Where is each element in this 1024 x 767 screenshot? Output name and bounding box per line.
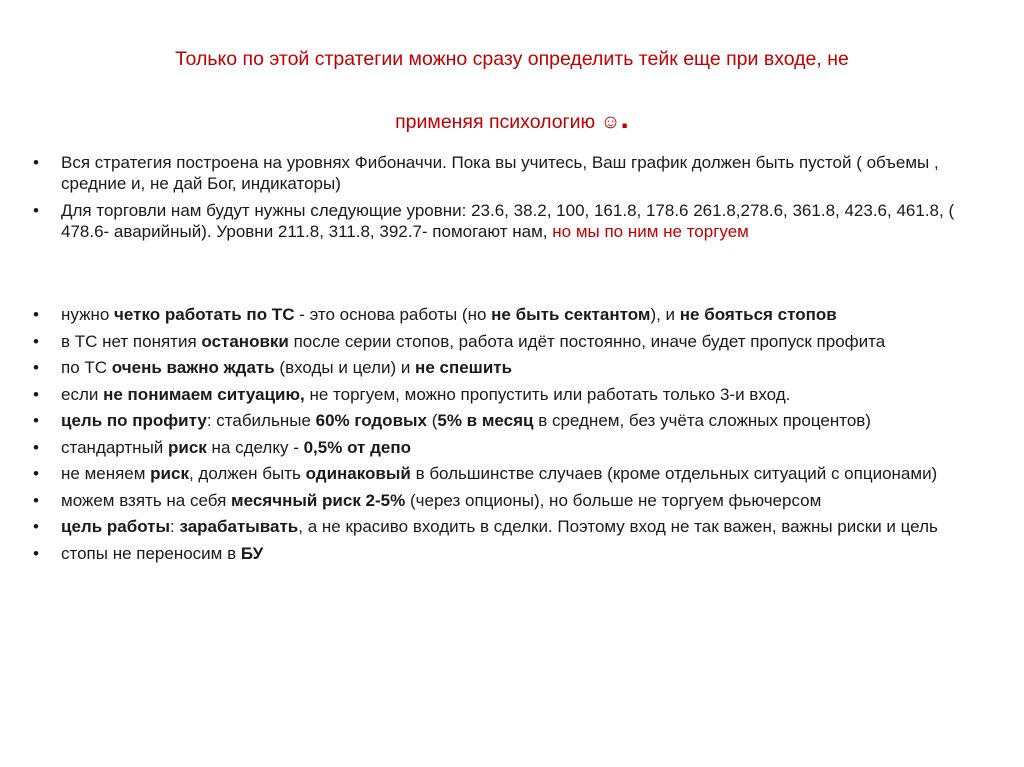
list-item: [30, 304, 990, 325]
list-item: [30, 384, 990, 405]
item-text: (через опционы), но больше не торгуем фьючерсом: [405, 490, 822, 510]
bullet-icon: •: [33, 305, 39, 324]
list-item: [30, 152, 990, 194]
bullet-icon: •: [33, 331, 39, 351]
bold-text: БУ: [240, 543, 264, 563]
bold-text: 0,5% от депо: [303, 437, 411, 457]
slide-title: [60, 44, 964, 137]
item-text: стопы не переносим в: [61, 543, 241, 563]
item-text: в среднем, без учёта сложных процентов): [533, 411, 871, 430]
list-item: [30, 357, 990, 378]
bullet-icon: •: [33, 358, 39, 377]
bullet-icon: •: [33, 490, 39, 510]
bold-text: очень важно ждать: [111, 358, 275, 377]
item-text: ), и: [650, 305, 680, 324]
bold-text: риск: [150, 464, 189, 483]
bullet-icon: •: [33, 543, 39, 563]
bold-text: 5% в месяц: [437, 411, 534, 430]
item-text: : стабильные: [206, 411, 316, 430]
bold-text: четко работать по ТС: [114, 305, 295, 324]
list-item: [30, 490, 990, 511]
list-item: [30, 331, 990, 352]
item-text: на сделку -: [206, 437, 304, 457]
bullet-icon: •: [33, 517, 39, 536]
list-item: [30, 410, 990, 431]
title-line-1: Только по этой стратегии можно сразу определить тейк еще при входе, не: [175, 48, 849, 70]
bold-text: одинаковый: [305, 464, 411, 483]
bold-text: зарабатывать: [179, 517, 299, 536]
bold-text: остановки: [201, 331, 289, 351]
bullet-icon: •: [33, 437, 39, 457]
bullet-icon: •: [33, 464, 39, 483]
item-text: (входы и цели) и: [274, 358, 416, 377]
list-item: [30, 543, 990, 564]
bold-text: риск: [168, 437, 207, 457]
item-text: в ТС нет понятия: [61, 331, 202, 351]
bold-text: цель работы: [61, 517, 171, 536]
title-line-2: [60, 104, 964, 137]
bold-text: не бояться стопов: [679, 305, 837, 324]
item-text: стандартный: [61, 437, 169, 457]
bold-text: цель по профиту: [61, 411, 207, 430]
bullet-icon: •: [33, 200, 39, 220]
bullet-icon: •: [33, 411, 39, 430]
title-dot: .: [620, 102, 629, 135]
item-text: не торгуем, можно пропустить или работать только 3-и вход.: [304, 384, 791, 404]
item-text: Вся стратегия построена на уровнях Фибоначчи. Пока вы учитесь, Ваш график должен быть пустой ( объемы , средние и, не дай Бог, индикаторы): [61, 153, 939, 193]
bold-text: 60% годовых: [315, 411, 427, 430]
smiley-icon: ☺: [600, 111, 621, 133]
item-text: в большинстве случаев (кроме отдельных ситуаций с опционами): [410, 464, 938, 483]
list-item: [30, 463, 990, 484]
item-text: нужно: [61, 305, 115, 324]
item-text: Для торговли нам будут нужны следующие уровни: 23.6, 38.2, 100, 161.8, 178.6 261.8,278.6, 361.8, 423.6, 461.8, ( 478.6- аварийный). Уровни 211.8, 311.8, 392.7- помогают нам,: [61, 200, 955, 241]
item-text: (: [427, 411, 438, 430]
bold-text: не спешить: [415, 358, 513, 377]
item-text: можем взять на себя: [61, 490, 232, 510]
item-text: по ТС: [61, 358, 112, 377]
item-text: , а не красиво входить в сделки. Поэтому вход не так важен, важны риски и цель: [298, 517, 938, 536]
title-line-2-text: применяя психологию: [395, 111, 601, 133]
bullet-list: [30, 152, 990, 569]
item-text: не меняем: [61, 464, 151, 483]
bold-text: не быть сектантом: [491, 305, 651, 324]
list-item: [30, 437, 990, 458]
list-item: [30, 200, 990, 242]
item-text: после серии стопов, работа идёт постоянно, иначе будет пропуск профита: [288, 331, 886, 351]
bullet-icon: •: [33, 153, 39, 172]
list-spacer: [30, 247, 990, 304]
bullet-icon: •: [33, 384, 39, 404]
highlight-text: но мы по ним не торгуем: [552, 221, 749, 241]
item-text: если: [61, 384, 104, 404]
item-text: , должен быть: [188, 464, 306, 483]
list-item: [30, 516, 990, 537]
item-text: :: [170, 517, 180, 536]
item-text: - это основа работы (но: [294, 305, 492, 324]
bold-text: не понимаем ситуацию,: [103, 384, 305, 404]
bold-text: месячный риск 2-5%: [231, 490, 406, 510]
